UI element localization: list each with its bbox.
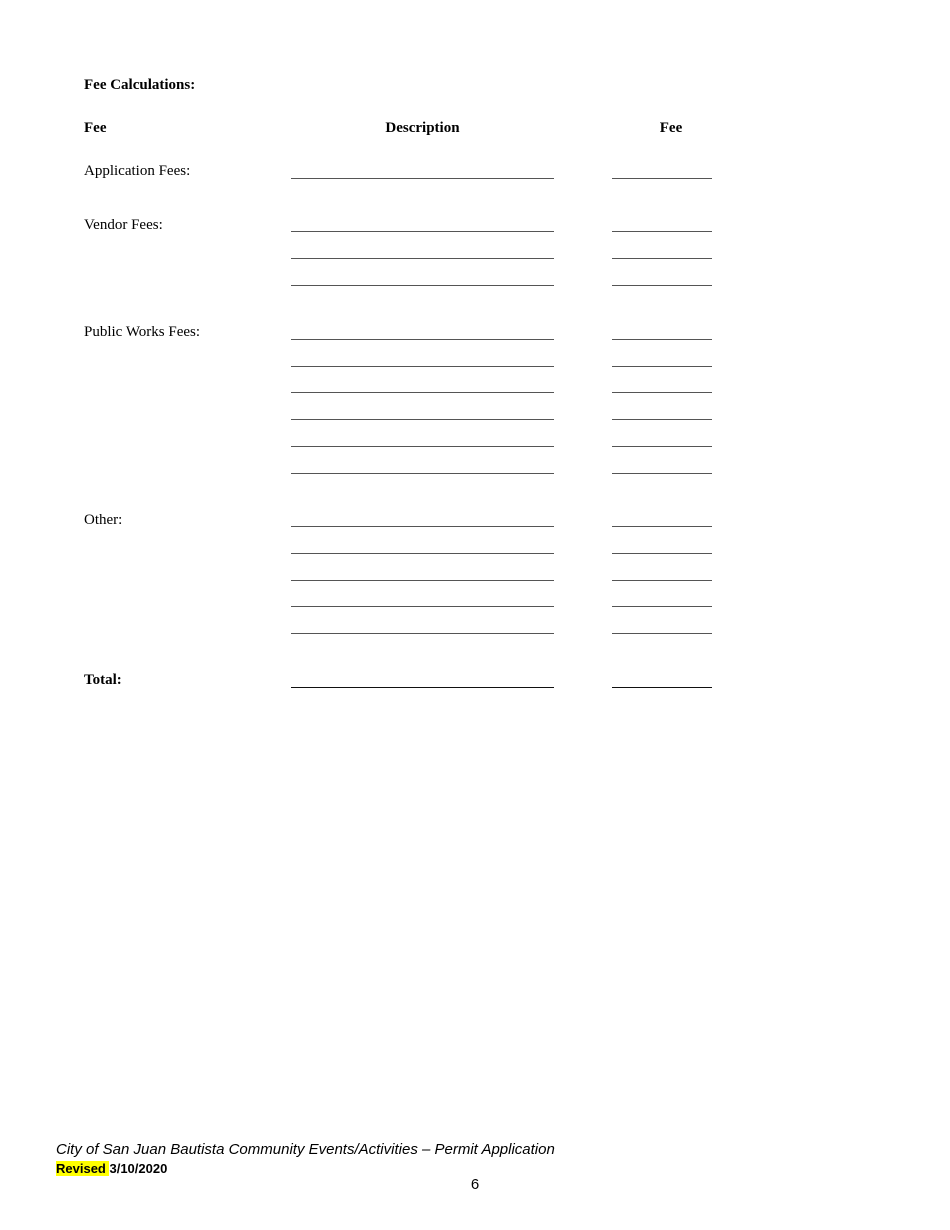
application-fee-amount-line[interactable] — [612, 178, 712, 179]
revised-date: 3/10/2020 — [109, 1161, 168, 1176]
total-label: Total: — [84, 672, 122, 688]
revised-label: Revised — [56, 1161, 110, 1176]
public-works-fee-description-line[interactable] — [291, 419, 554, 420]
other-fee-amount-line[interactable] — [612, 633, 712, 634]
other-fee-description-line[interactable] — [291, 606, 554, 607]
page-number: 6 — [470, 1176, 480, 1193]
other-fee-description-line[interactable] — [291, 633, 554, 634]
public-works-fee-description-line[interactable] — [291, 339, 554, 340]
public-works-fees-label: Public Works Fees: — [84, 324, 201, 340]
other-fee-amount-line[interactable] — [612, 606, 712, 607]
public-works-fee-amount-line[interactable] — [612, 446, 712, 447]
vendor-fee-description-line[interactable] — [291, 285, 554, 286]
total-description-line[interactable] — [291, 687, 554, 688]
vendor-fee-amount-line[interactable] — [612, 285, 712, 286]
application-fee-description-line[interactable] — [291, 178, 554, 179]
public-works-fee-description-line[interactable] — [291, 446, 554, 447]
footer-document-title: City of San Juan Bautista Community Events/Activities – Permit Application — [56, 1141, 555, 1158]
vendor-fee-description-line[interactable] — [291, 231, 554, 232]
public-works-fee-amount-line[interactable] — [612, 339, 712, 340]
other-fee-amount-line[interactable] — [612, 526, 712, 527]
column-header-amount: Fee — [659, 120, 683, 136]
public-works-fee-description-line[interactable] — [291, 366, 554, 367]
public-works-fee-amount-line[interactable] — [612, 419, 712, 420]
other-fee-description-line[interactable] — [291, 526, 554, 527]
public-works-fee-description-line[interactable] — [291, 473, 554, 474]
total-amount-line[interactable] — [612, 687, 712, 688]
other-fee-amount-line[interactable] — [612, 553, 712, 554]
vendor-fee-amount-line[interactable] — [612, 258, 712, 259]
vendor-fee-description-line[interactable] — [291, 258, 554, 259]
vendor-fees-label: Vendor Fees: — [84, 217, 163, 233]
footer-revision — [56, 1161, 167, 1176]
column-header-description: Description — [385, 120, 460, 136]
vendor-fee-amount-line[interactable] — [612, 231, 712, 232]
other-fee-description-line[interactable] — [291, 580, 554, 581]
other-fee-description-line[interactable] — [291, 553, 554, 554]
application-fees-label: Application Fees: — [84, 163, 191, 179]
other-fee-amount-line[interactable] — [612, 580, 712, 581]
column-header-fee: Fee — [84, 120, 107, 136]
public-works-fee-amount-line[interactable] — [612, 473, 712, 474]
other-fees-label: Other: — [84, 512, 123, 528]
public-works-fee-description-line[interactable] — [291, 392, 554, 393]
fee-calculations-heading: Fee Calculations: — [84, 77, 196, 93]
public-works-fee-amount-line[interactable] — [612, 392, 712, 393]
public-works-fee-amount-line[interactable] — [612, 366, 712, 367]
